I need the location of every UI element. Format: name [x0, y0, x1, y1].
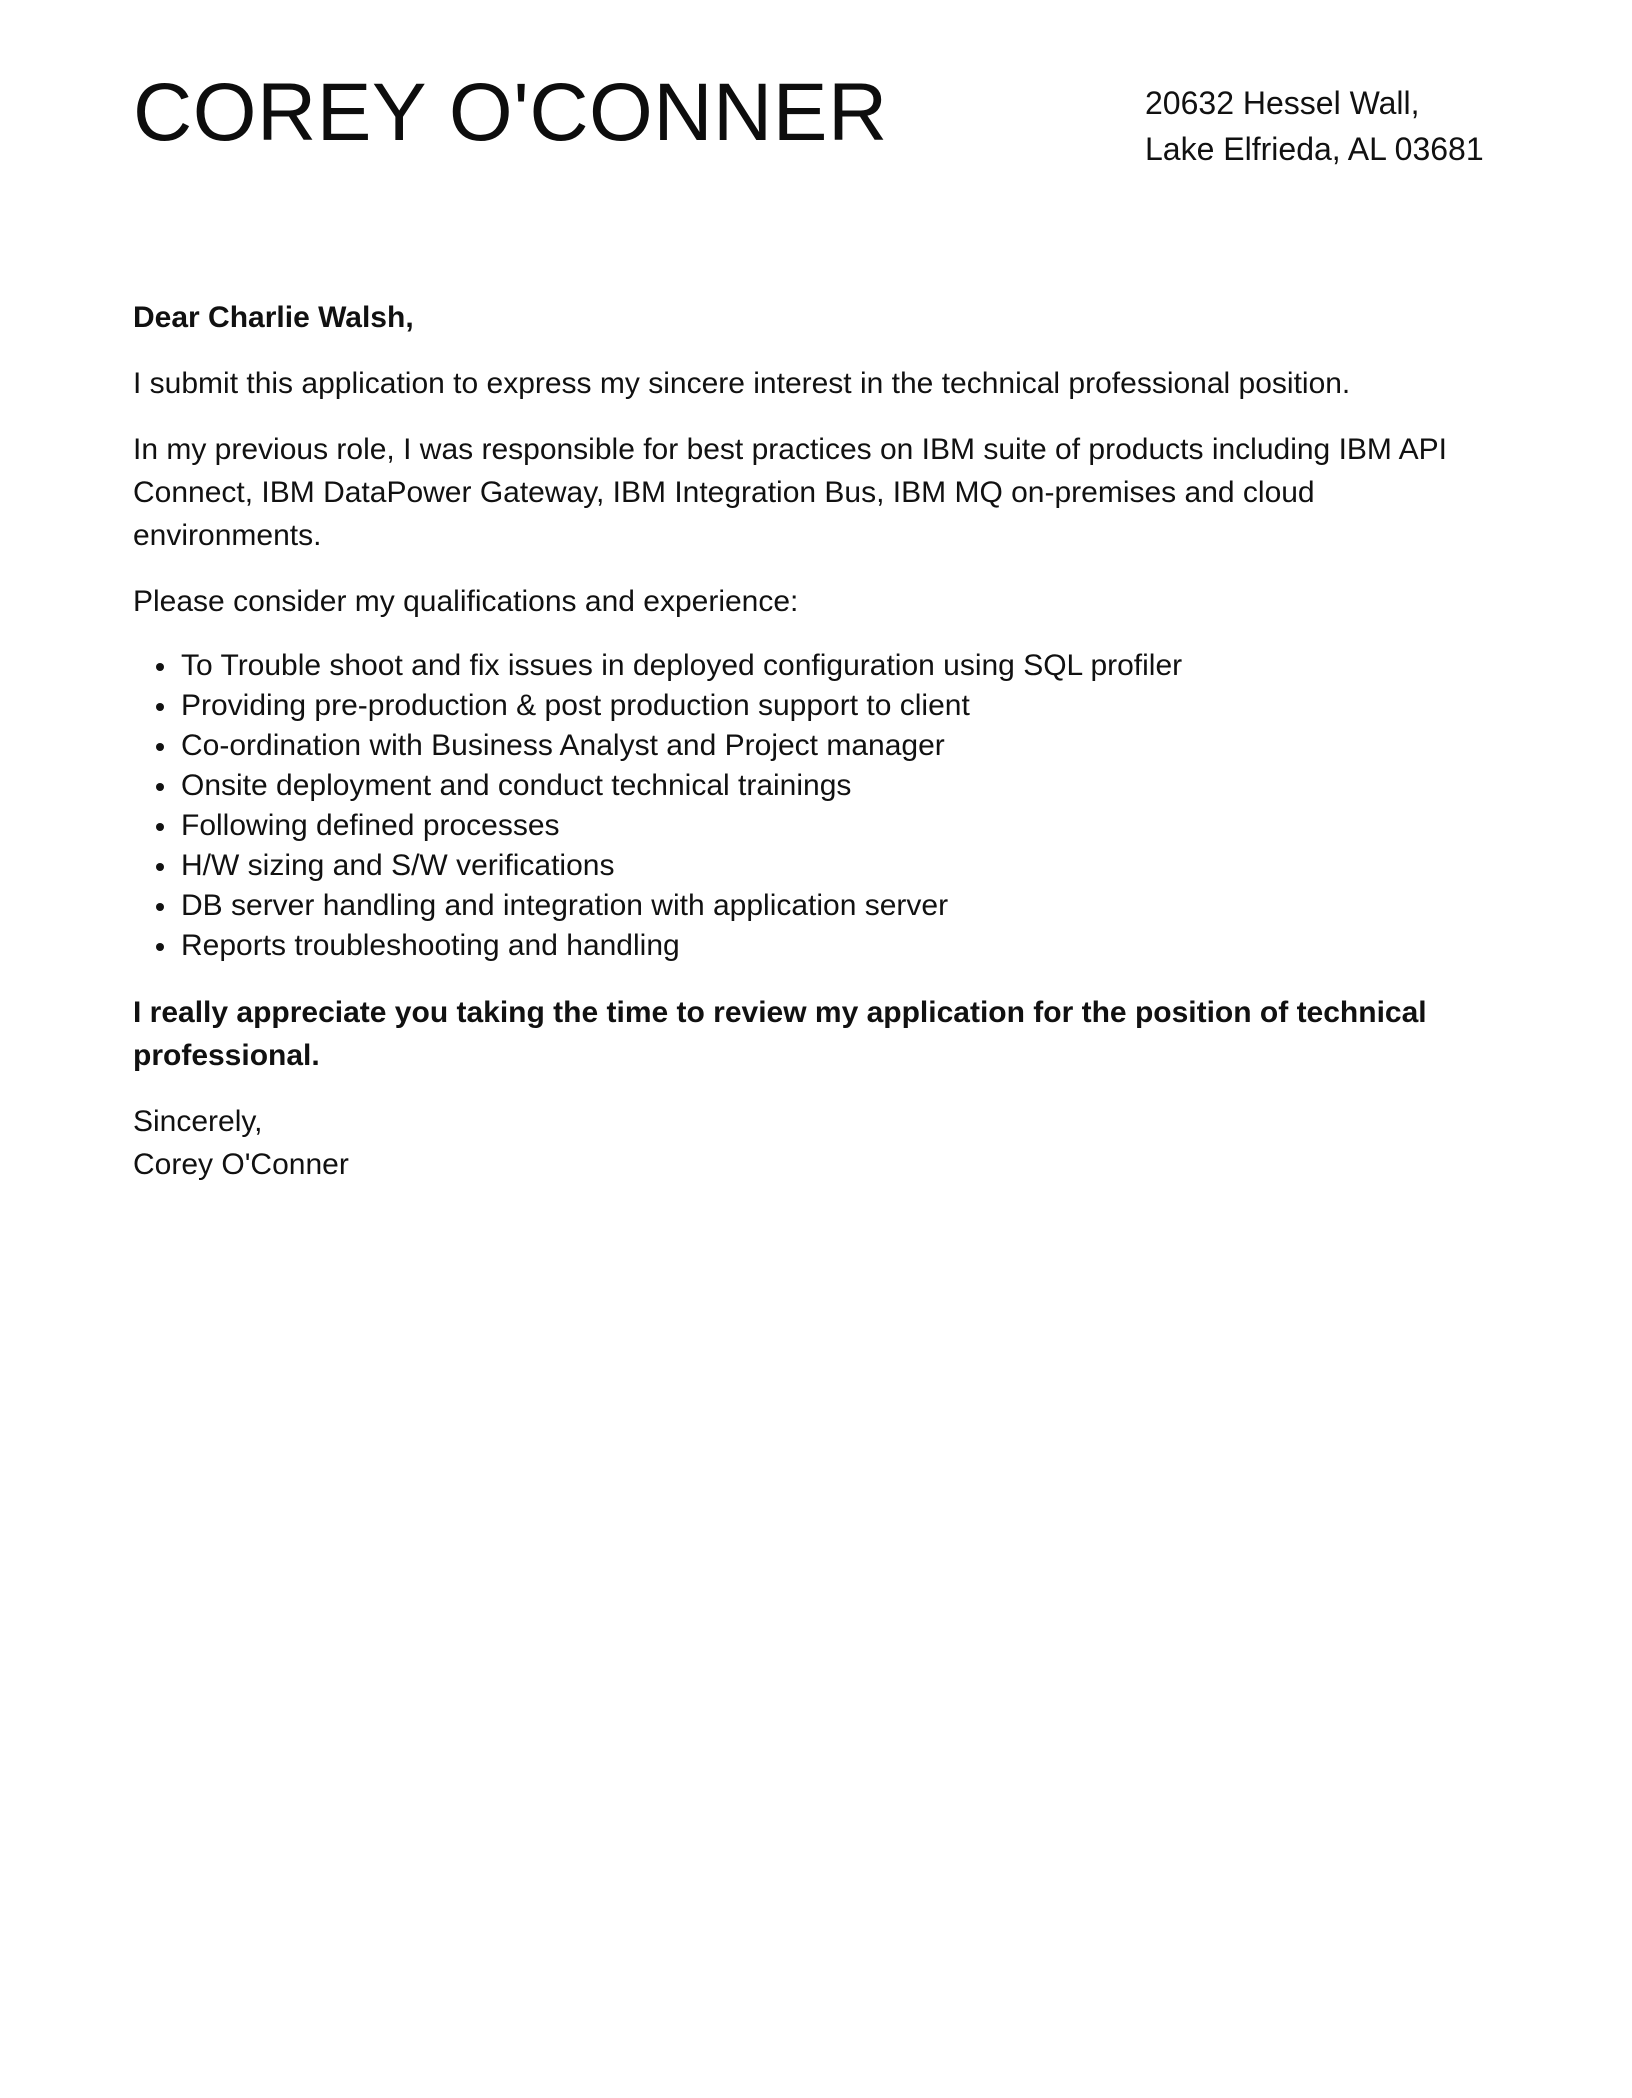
address-line-1: 20632 Hessel Wall, — [1145, 85, 1420, 121]
salutation: Dear Charlie Walsh, — [133, 301, 414, 334]
signoff: Sincerely, — [133, 1105, 263, 1138]
list-item: Following defined processes — [181, 806, 1503, 846]
applicant-name: COREY O'CONNER — [133, 67, 888, 158]
signoff-block — [133, 1100, 1503, 1186]
list-item: DB server handling and integration with application server — [181, 886, 1503, 926]
qualifications-list — [133, 646, 1503, 966]
signature-name: Corey O'Conner — [133, 1148, 349, 1181]
list-item: Onsite deployment and conduct technical trainings — [181, 766, 1503, 806]
list-item: Providing pre-production & post production support to client — [181, 686, 1503, 726]
qualifications-lead-in: Please consider my qualifications and experience: — [133, 585, 799, 618]
closing-statement: I really appreciate you taking the time to review my application for the position of technical professional. — [133, 996, 1427, 1072]
list-item: H/W sizing and S/W verifications — [181, 846, 1503, 886]
address-line-2: Lake Elfrieda, AL 03681 — [1145, 131, 1484, 167]
intro-paragraph: I submit this application to express my sincere interest in the technical professional position. — [133, 367, 1351, 400]
applicant-address — [1145, 80, 1484, 172]
list-item: To Trouble shoot and fix issues in deployed configuration using SQL profiler — [181, 646, 1503, 686]
list-item: Co-ordination with Business Analyst and Project manager — [181, 726, 1503, 766]
experience-paragraph: In my previous role, I was responsible for best practices on IBM suite of products including IBM API Connect, IBM DataPower Gateway, IBM Integration Bus, IBM MQ on-premises and cloud environments. — [133, 433, 1447, 552]
letter-body — [133, 296, 1503, 1186]
list-item: Reports troubleshooting and handling — [181, 926, 1503, 966]
